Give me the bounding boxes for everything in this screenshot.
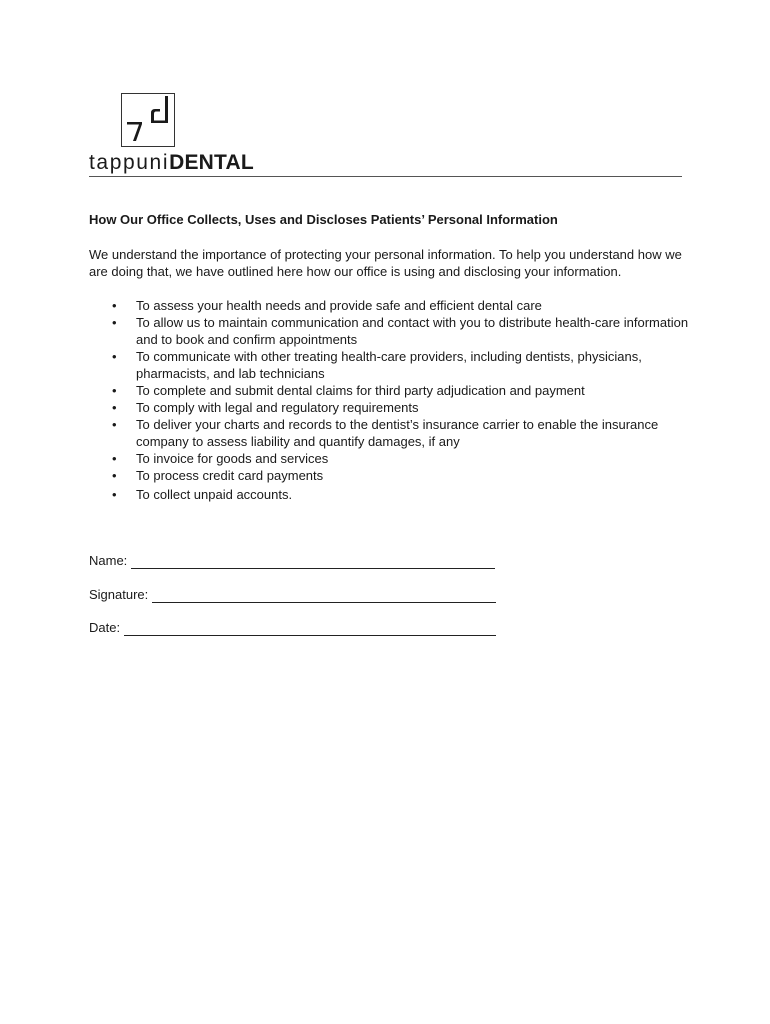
bullet-icon: •: [112, 315, 117, 330]
list-item-text: To allow us to maintain communication and contact with you to distribute health-care information and to book and confirm appointments: [136, 315, 689, 347]
brand-wordmark: [89, 150, 254, 176]
list-item: [89, 297, 689, 314]
list-item: [89, 450, 689, 467]
list-item: [89, 314, 689, 348]
list-item-text: To communicate with other treating health-care providers, including dentists, physicians, pharmacists, and lab technicians: [136, 349, 642, 381]
name-label: Name:: [89, 553, 128, 568]
bullet-icon: •: [112, 298, 117, 313]
list-item: [89, 348, 689, 382]
signature-field: [89, 586, 496, 603]
bullet-icon: •: [112, 468, 117, 483]
brand-name-bold: DENTAL: [169, 151, 254, 174]
bullet-icon: •: [112, 487, 117, 502]
signature-label: Signature:: [89, 587, 149, 602]
date-field: [89, 619, 496, 636]
list-item: [89, 399, 689, 416]
list-item-text: To comply with legal and regulatory requirements: [136, 400, 419, 415]
list-item-text: To deliver your charts and records to the dentist’s insurance carrier to enable the insurance company to assess liability and quantify damages, if any: [136, 417, 659, 449]
name-field: [89, 552, 495, 569]
bullet-icon: •: [112, 349, 117, 364]
signature-blank-line[interactable]: [152, 589, 496, 603]
list-item-text: To complete and submit dental claims for third party adjudication and payment: [136, 383, 585, 398]
list-item-text: To collect unpaid accounts.: [136, 487, 293, 502]
intro-paragraph: We understand the importance of protecting your personal information. To help you understand how we are doing that, we have outlined here how our office is using and disclosing your information.: [89, 247, 682, 279]
list-item: [89, 382, 689, 399]
list-item-text: To process credit card payments: [136, 468, 324, 483]
tappuni-dental-logo-icon: [121, 93, 175, 147]
list-item-text: To assess your health needs and provide safe and efficient dental care: [136, 298, 542, 313]
bullet-icon: •: [112, 417, 117, 432]
list-item: [89, 467, 689, 484]
bullet-icon: •: [112, 383, 117, 398]
list-item: [89, 416, 689, 450]
bullet-icon: •: [112, 400, 117, 415]
header-divider: [89, 176, 682, 177]
list-item-text: To invoice for goods and services: [136, 451, 329, 466]
date-blank-line[interactable]: [124, 622, 496, 636]
list-item: [89, 486, 689, 503]
bullet-icon: •: [112, 451, 117, 466]
brand-name-light: tappuni: [89, 151, 170, 174]
purpose-list: [89, 297, 689, 503]
document-heading: How Our Office Collects, Uses and Discloses Patients’ Personal Information: [89, 212, 558, 227]
date-label: Date:: [89, 620, 121, 635]
name-blank-line[interactable]: [131, 555, 495, 569]
